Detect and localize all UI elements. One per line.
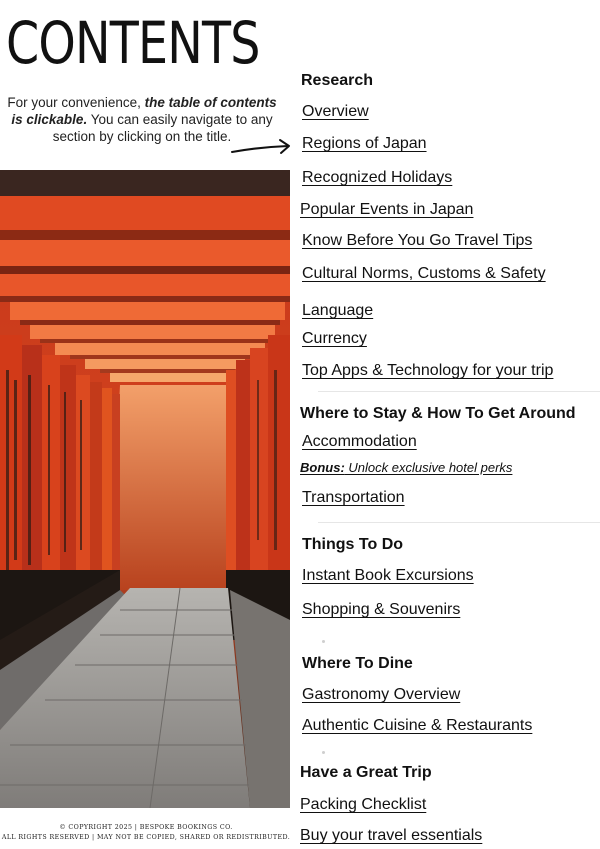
link-transportation[interactable]: Transportation	[302, 489, 405, 506]
section-divider-dot	[322, 640, 325, 643]
link-top-apps[interactable]: Top Apps & Technology for your trip	[302, 362, 554, 379]
arrow-right-icon	[230, 138, 294, 158]
link-gastronomy-overview[interactable]: Gastronomy Overview	[302, 686, 461, 703]
link-accommodation[interactable]: Accommodation	[302, 433, 417, 450]
link-travel-essentials[interactable]: Buy your travel essentials	[300, 827, 483, 844]
link-instant-book-excursions[interactable]: Instant Book Excursions	[302, 567, 474, 584]
bonus-label: Bonus:	[300, 460, 345, 475]
link-packing-checklist[interactable]: Packing Checklist	[300, 796, 427, 813]
heading-have-a-great-trip: Have a Great Trip	[300, 764, 432, 781]
link-recognized-holidays[interactable]: Recognized Holidays	[302, 169, 453, 186]
link-authentic-cuisine[interactable]: Authentic Cuisine & Restaurants	[302, 717, 533, 734]
link-currency[interactable]: Currency	[302, 330, 367, 347]
section-divider	[318, 391, 600, 392]
intro-start: For your convenience,	[7, 95, 145, 110]
link-regions-of-japan[interactable]: Regions of Japan	[302, 135, 427, 152]
heading-research: Research	[301, 72, 374, 89]
copyright-line-1: © COPYRIGHT 2025 | BESPOKE BOOKINGS CO.	[59, 824, 233, 831]
link-language[interactable]: Language	[302, 302, 374, 319]
section-divider-dot	[322, 751, 325, 754]
bonus-text: Unlock exclusive hotel perks	[344, 460, 513, 475]
heading-where-to-stay: Where to Stay & How To Get Around	[300, 405, 576, 422]
link-overview[interactable]: Overview	[302, 103, 369, 120]
torii-gates-photo	[0, 170, 290, 808]
page-title: CONTENTS	[6, 9, 260, 77]
link-hotel-perks[interactable]	[300, 460, 512, 475]
heading-things-to-do: Things To Do	[302, 536, 404, 553]
link-travel-tips[interactable]: Know Before You Go Travel Tips	[302, 232, 533, 249]
heading-where-to-dine: Where To Dine	[302, 655, 413, 672]
copyright-footer	[0, 823, 292, 843]
link-popular-events[interactable]: Popular Events in Japan	[300, 201, 474, 218]
section-divider	[318, 522, 600, 523]
intro-end: You can easily navigate to any section by clicking on the title.	[52, 112, 273, 144]
copyright-line-2: ALL RIGHTS RESERVED | MAY NOT BE COPIED, SHARED OR REDISTRIBUTED.	[1, 834, 291, 841]
link-shopping-souvenirs[interactable]: Shopping & Souvenirs	[302, 601, 461, 618]
link-cultural-norms[interactable]: Cultural Norms, Customs & Safety	[302, 265, 546, 282]
intro-emphasis: the table of contents is clickable.	[11, 95, 277, 127]
